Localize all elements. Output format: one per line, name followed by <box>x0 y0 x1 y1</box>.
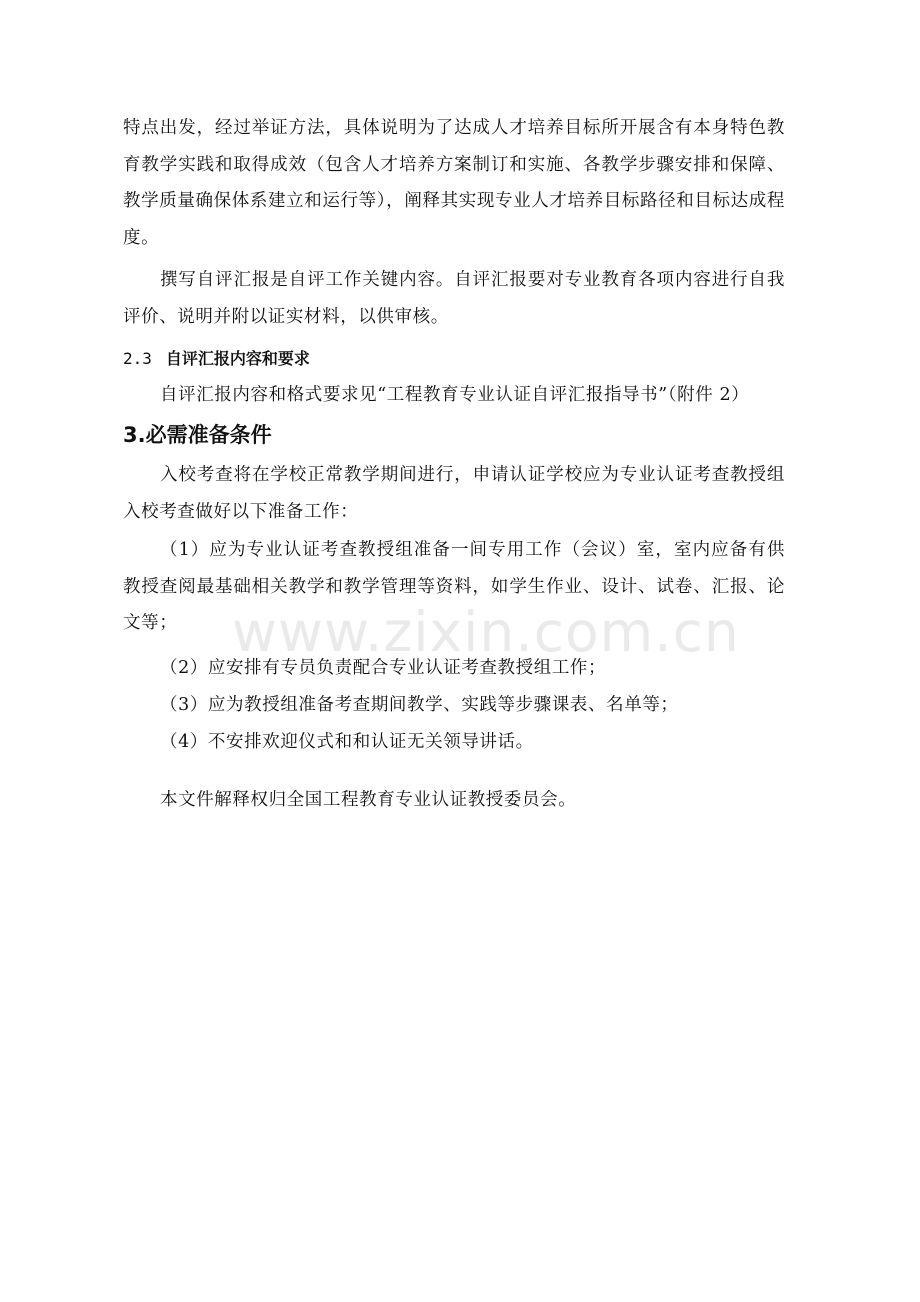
section-number: 2.3 <box>123 349 152 368</box>
closing-statement: 本文件解释权归全国工程教育专业认证教授委员会。 <box>160 790 577 810</box>
list-item-4: （4）不安排欢迎仪式和和认证无关领导讲话。 <box>160 732 534 752</box>
paragraph-method: 特点出发，经过举证方法，具体说明为了达成人才培养目标所开展含有本身特色教育教学实践和取得成效（包含人才培养方案制订和实施、各教学步骤安排和保障、教学质量确保体系建立和运行等），阐释其实现专业人才培养目标路径和目标达成程度。 <box>123 118 785 248</box>
list-item-2: （2）应安排有专员负责配合专业认证考查教授组工作； <box>160 658 607 678</box>
section-heading-2-3 <box>123 346 310 369</box>
section-heading-3: 3.必需准备条件 <box>123 423 272 447</box>
watermark: www.zixin.com.cn <box>232 600 740 664</box>
list-item-3: （3）应为教授组准备考查期间教学、实践等步骤课表、名单等； <box>160 695 679 715</box>
section-title: 自评汇报内容和要求 <box>165 349 310 368</box>
paragraph-report-format: 自评汇报内容和格式要求见“工程教育专业认证自评汇报指导书”（附件 2） <box>160 385 750 405</box>
paragraph-visit-preparation: 入校考查将在学校正常教学期间进行，申请认证学校应为专业认证考查教授组入校考查做好以下准备工作： <box>123 465 785 522</box>
paragraph-report-writing: 撰写自评汇报是自评工作关键内容。自评汇报要对专业教育各项内容进行自我评价、说明并附以证实材料，以供审核。 <box>123 270 785 327</box>
list-item-1: （1）应为专业认证考查教授组准备一间专用工作（会议）室，室内应备有供教授查阅最基础相关教学和教学管理等资料，如学生作业、设计、试卷、汇报、论文等； <box>123 540 785 633</box>
